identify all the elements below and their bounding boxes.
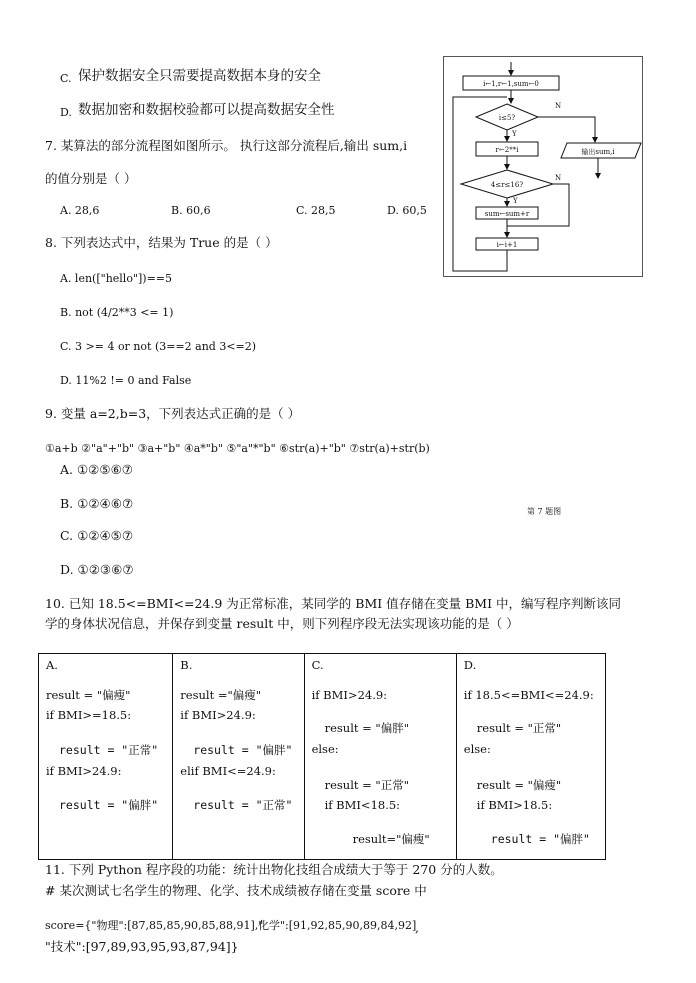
- q7-figure-caption: 第 7 题图: [527, 507, 562, 516]
- q10-a-line5: result = "偏胖": [59, 798, 159, 812]
- q9-option-a: A. ①②⑤⑥⑦: [60, 462, 134, 477]
- flowchart-cond2-no: N: [555, 174, 562, 182]
- q9-option-c: C. ①②④⑤⑦: [60, 528, 134, 543]
- q10-a-head: A.: [46, 658, 58, 672]
- q8-option-d: D. 11%2 != 0 and False: [60, 374, 192, 387]
- q10-a-line1: result = "偏瘦": [46, 688, 131, 702]
- flowchart-i-text: i←i+1: [496, 241, 518, 249]
- q6-option-d-letter: D.: [60, 106, 72, 119]
- q10-b-line4: elif BMI<=24.9:: [180, 764, 276, 778]
- q10-d-line5: if BMI>18.5:: [476, 798, 553, 812]
- flowchart-cond1-yes: Y: [512, 130, 517, 138]
- q10-d-head: D.: [463, 658, 477, 672]
- q9-items: ①a+b ②"a"+"b" ③a+"b" ④a*"b" ⑤"a"*"b" ⑥str(a)+"b" ⑦str(a)+str(b): [45, 442, 430, 455]
- q11-code-line1-part3: ,: [415, 920, 419, 935]
- q10-options-table: [38, 653, 606, 860]
- q10-a-line4: if BMI>24.9:: [46, 764, 122, 778]
- q7-option-d: D. 60,5: [387, 204, 427, 217]
- q10-b-line3: result = "偏胖": [193, 743, 293, 757]
- q7-flowchart: [443, 56, 643, 277]
- q6-option-c-letter: C.: [60, 72, 72, 85]
- q10-c-line4: result = "正常": [324, 778, 410, 792]
- q10-b-head: B.: [180, 658, 193, 672]
- q10-cell-a: [39, 654, 173, 860]
- q9-option-b: B. ①②④⑥⑦: [60, 496, 134, 511]
- q7-option-b: B. 60,6: [171, 204, 211, 217]
- q8-stem: 8. 下列表达式中，结果为 True 的是（ ）: [45, 235, 278, 250]
- q10-c-line6: result="偏瘦": [352, 832, 430, 846]
- q10-cell-b: [173, 654, 304, 860]
- q8-option-a: A. len(["hello"])==5: [60, 272, 173, 285]
- q10-cell-c: [304, 654, 456, 860]
- q9-option-d: D. ①②③⑥⑦: [60, 562, 134, 577]
- q7-stem-line1: 7. 某算法的部分流程图如图所示。 执行这部分流程后,输出 sum,i: [45, 138, 408, 153]
- q10-c-line1: if BMI>24.9:: [311, 688, 388, 702]
- q11-code-line1-part1: score={"物理":[87,85,85,90,85,88,91],": [45, 919, 264, 932]
- q10-d-line4: result = "偏瘦": [476, 778, 562, 792]
- flowchart-cond2-yes: Y: [513, 197, 518, 205]
- flowchart-sum-text: sum←sum+r: [484, 210, 530, 218]
- flowchart-cond2-text: 4≤r≤16?: [490, 181, 524, 189]
- q7-stem-line2: 的值分别是（ ）: [45, 171, 137, 186]
- q10-d-line3: else:: [463, 742, 491, 756]
- q10-c-line5: if BMI<18.5:: [324, 798, 401, 812]
- q10-d-line6: result = "偏胖": [490, 832, 590, 846]
- q8-option-c: C. 3 >= 4 or not (3==2 and 3<=2): [60, 340, 257, 353]
- q11-code-line1-part2: 化学":[91,92,85,90,89,84,92]: [258, 919, 417, 932]
- flowchart-cond1-text: i≤5?: [498, 114, 516, 122]
- flowchart-output-text: 输出sum,i: [581, 148, 615, 156]
- q10-d-line1: if 18.5<=BMI<=24.9:: [463, 688, 594, 702]
- q10-b-line1: result ="偏瘦": [180, 688, 262, 702]
- q10-cell-d: [456, 654, 605, 860]
- q10-b-line2: if BMI>24.9:: [180, 708, 256, 722]
- q10-b-line5: result = "正常": [193, 798, 293, 812]
- q8-option-b: B. not (4/2**3 <= 1): [60, 306, 174, 319]
- q10-c-line3: else:: [311, 742, 339, 756]
- q11-stem: 11. 下列 Python 程序段的功能：统计出物化技组合成绩大于等于 270 分的人数。: [45, 862, 503, 877]
- q10-c-line2: result = "偏胖": [324, 721, 410, 735]
- q6-option-d-text: 数据加密和数据校验都可以提高数据安全性: [78, 102, 335, 118]
- q9-stem: 9. 变量 a=2,b=3，下列表达式正确的是（ ）: [45, 406, 301, 421]
- q10-c-head: C.: [311, 658, 324, 672]
- q6-option-c-text: 保护数据安全只需要提高数据本身的安全: [78, 68, 321, 84]
- q7-option-a: A. 28,6: [60, 204, 100, 217]
- flowchart-r-text: r←2**i: [495, 146, 519, 154]
- flowchart-init-text: i←1,r←1,sum←0: [483, 80, 539, 88]
- q11-code-line2: "技术":[97,89,93,95,93,87,94]}: [45, 939, 239, 954]
- q10-stem-line2: 学的身体状况信息，并保存到变量 result 中，则下列程序段无法实现该功能的是（ ）: [45, 616, 519, 631]
- q11-comment: # 某次测试七名学生的物理、化学、技术成绩被存储在变量 score 中: [45, 883, 427, 898]
- q10-d-line2: result = "正常": [476, 721, 562, 735]
- q7-option-c: C. 28,5: [296, 204, 336, 217]
- q10-stem-line1: 10. 已知 18.5<=BMI<=24.9 为正常标准，某同学的 BMI 值存储在变量 BMI 中，编写程序判断该同: [45, 596, 622, 611]
- q10-a-line2: if BMI>=18.5:: [46, 708, 132, 722]
- flowchart-cond1-no: N: [555, 102, 562, 110]
- q10-a-line3: result = "正常": [59, 743, 159, 757]
